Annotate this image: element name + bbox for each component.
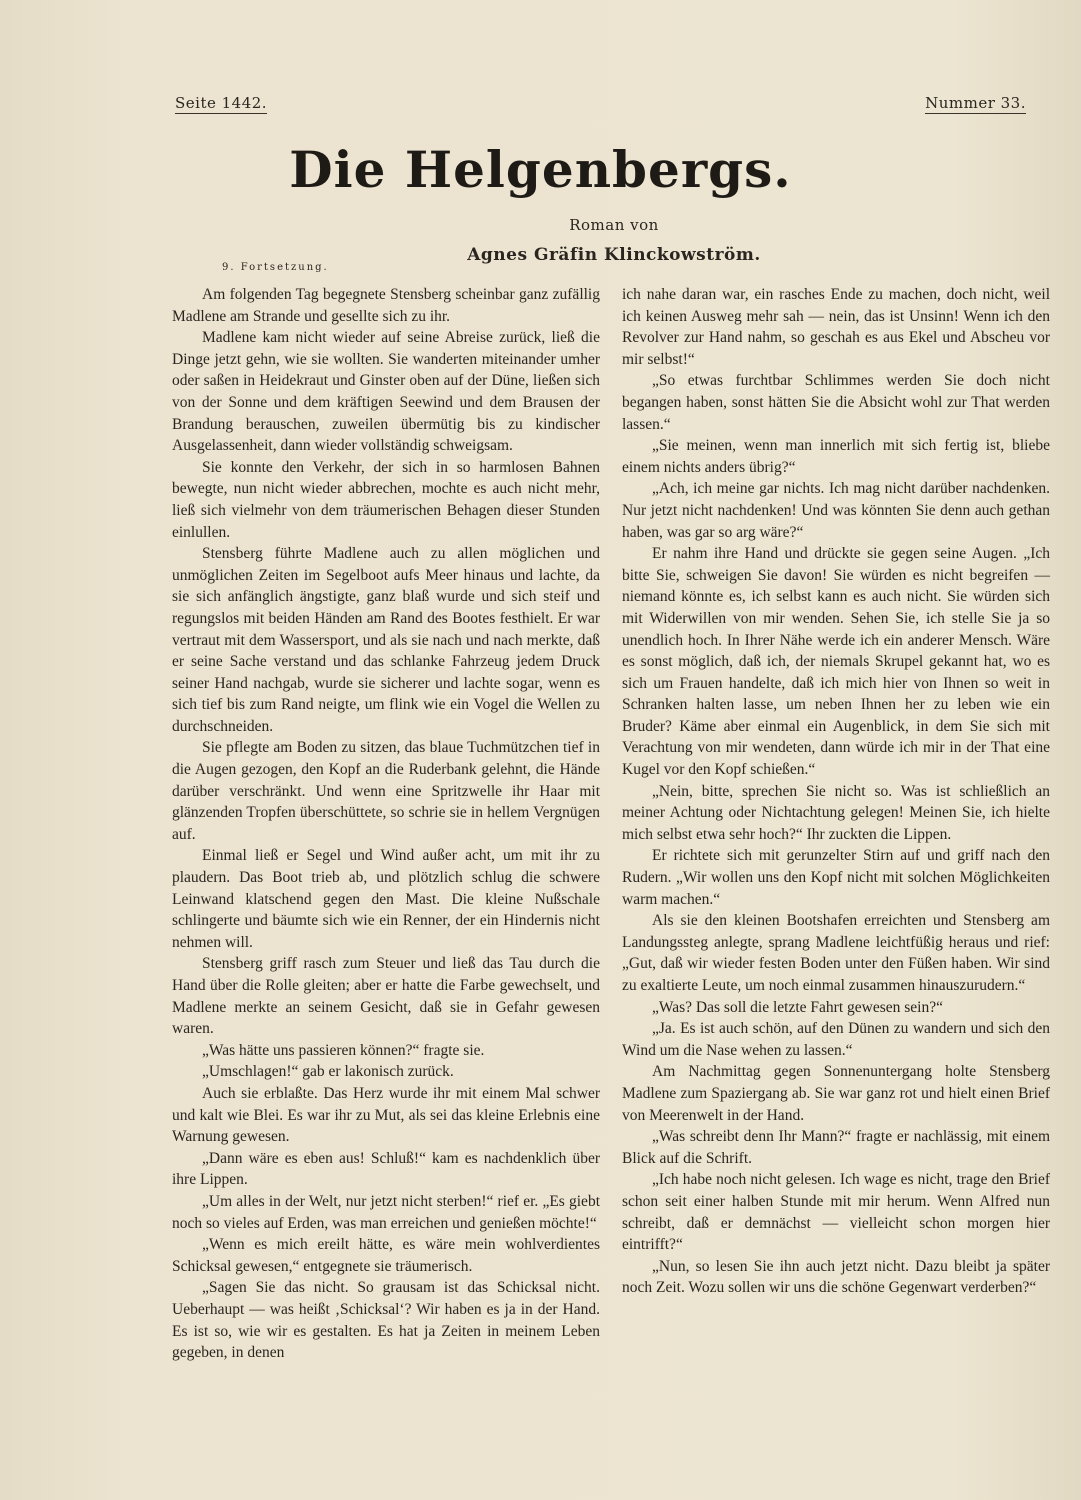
paragraph: „Sagen Sie das nicht. So grausam ist das Schicksal nicht. Ueberhaupt — was heißt ‚Schicksal‘? Wir haben es ja in der Hand. Es ist so, wie wir es gestalten. Es hat ja Zeiten in meinem Leben gegeben, in denen <box>172 1279 600 1362</box>
installment-label: 9. Fortsetzung. <box>222 262 329 273</box>
paragraph: Sie pflegte am Boden zu sitzen, das blaue Tuchmützchen tief in die Augen gezogen, den Kopf an die Ruderbank gelehnt, die Hände darüber verschränkt. Und wenn eine Spritzwelle ihr Haar mit glänzenden Tropfen überschüttete, so schrie sie in hellem Vergnügen auf. <box>172 739 600 843</box>
paragraph: „Nein, bitte, sprechen Sie nicht so. Was ist schließlich an meiner Achtung oder Nichtachtung gelegen! Meinen Sie, ich hielte mich selbst etwa sehr hoch?“ Ihr zuckten die Lippen. <box>622 782 1050 843</box>
paragraph: Auch sie erblaßte. Das Herz wurde ihr mit einem Mal schwer und kalt wie Blei. Es war ihr zu Mut, als sei das kleine Erlebnis eine Warnung gewesen. <box>172 1084 600 1146</box>
paragraph: Einmal ließ er Segel und Wind außer acht, um mit ihr zu plaudern. Das Boot trieb ab, und plötzlich schlug die schwere Leinwand klatschend gegen den Mast. Die kleine Nußschale schlingerte und bäumte sich wie ein Renner, der ein Hindernis nicht nehmen will. <box>172 847 600 951</box>
text-column-right <box>622 284 1050 1299</box>
paragraph: Sie konnte den Verkehr, der sich in so harmlosen Bahnen bewegte, nun nicht wieder abbrechen, mochte es auch nicht mehr, ließ sich vielmehr von dem träumerischen Behagen dieser Stunden einlullen. <box>172 458 600 541</box>
text-column-left <box>172 284 600 1364</box>
byline-genre: Roman von <box>569 216 659 234</box>
paragraph: Er nahm ihre Hand und drückte sie gegen seine Augen. „Ich bitte Sie, schweigen Sie davon! Sie würden es nicht begreifen — niemand könnte es, ich selbst kann es auch nicht. Sie würden sich mit Widerwillen von mir wenden. Sehen Sie, ich stelle Sie ja so unendlich hoch. In Ihrer Nähe werde ich ein anderer Mensch. Wäre es sonst möglich, daß ich, der niemals Skrupel gekannt hat, wo es sich um Frauen handelte, daß ich mich hier von Ihnen so weit in Schranken halten lasse, um neben Ihnen her zu leben wie ein Bruder? Käme aber einmal ein Augenblick, in dem Sie sich mit Verachtung von mir wendeten, dann würde ich mir in der That eine Kugel vor den Kopf schießen.“ <box>622 545 1050 779</box>
paragraph: „Ja. Es ist auch schön, auf den Dünen zu wandern und sich den Wind um die Nase wehen zu lassen.“ <box>622 1020 1050 1059</box>
paragraph: Am folgenden Tag begegnete Stensberg scheinbar ganz zufällig Madlene am Strande und gesellte sich zu ihr. <box>172 286 600 325</box>
paragraph: „Sie meinen, wenn man innerlich mit sich fertig ist, bliebe einem nichts anders übrig?“ <box>622 437 1050 476</box>
paragraph: „Ich habe noch nicht gelesen. Ich wage es nicht, trage den Brief schon seit einer halben Stunde mit mir herum. Wenn Alfred nun schreibt, daß er demnächst — vielleicht schon morgen hier eintrifft?“ <box>622 1171 1050 1254</box>
paragraph: Stensberg griff rasch zum Steuer und ließ das Tau durch die Hand über die Rolle gleiten; aber er hatte die Farbe gewechselt, und Madlene merkte an seinem Gesicht, daß sie in Gefahr gewesen waren. <box>172 955 600 1038</box>
paragraph: Als sie den kleinen Bootshafen erreichten und Stensberg am Landungssteg anlegte, sprang Madlene leichtfüßig heraus und rief: „Gut, daß wir wieder festen Boden unter den Füßen haben. Wir sind zu exaltierte Leute, um noch einmal zusammen hinauszurudern.“ <box>622 912 1050 994</box>
paragraph: „Nun, so lesen Sie ihn auch jetzt nicht. Dazu bleibt ja später noch Zeit. Wozu sollen wir uns die schöne Gegenwart verderben?“ <box>622 1257 1050 1297</box>
page-number: Seite 1442. <box>175 94 268 112</box>
article-title: Die Helgenbergs. <box>289 140 792 199</box>
paragraph: Stensberg führte Madlene auch zu allen möglichen und unmöglichen Zeiten im Segelboot aufs Meer hinaus und lachte, da sie sich anfänglich ängstigte, ganz blaß wurde und sich steif und regungslos mit beiden Händen am Rand des Bootes festhielt. Er war vertraut mit dem Wassersport, und als sie nach und nach merkte, daß er seine Sache verstand und das schlanke Fahrzeug jedem Druck seiner Hand nachgab, wurde sie sicherer und lachte sogar, wenn es sich tief bis zum Rand neigte, um flink wie ein Vogel die Wellen zu durchschneiden. <box>172 545 600 735</box>
page-header <box>175 94 1056 122</box>
paragraph: „Umschlagen!“ gab er lakonisch zurück. <box>202 1063 454 1081</box>
paragraph: „Was hätte uns passieren können?“ fragte sie. <box>202 1041 485 1059</box>
paragraph: „Wenn es mich ereilt hätte, es wäre mein wohlverdientes Schicksal gewesen,“ entgegnete sie träumerisch. <box>172 1236 600 1275</box>
paragraph: Madlene kam nicht wieder auf seine Abreise zurück, ließ die Dinge jetzt gehn, wie sie wollten. Sie wanderten miteinander umher oder saßen in Heidekraut und Ginster oben auf der Düne, ließen sich von der Sonne und dem kräftigen Seewind und dem Brausen der Brandung berauschen, zuweilen übermütig bis zu kindischer Ausgelassenheit, dann wieder vollständig schweigsam. <box>172 329 600 455</box>
paragraph: „Dann wäre es eben aus! Schluß!“ kam es nachdenklich über ihre Lippen. <box>172 1149 600 1189</box>
issue-number: Nummer 33. <box>925 94 1026 112</box>
paragraph: „So etwas furchtbar Schlimmes werden Sie doch nicht begangen haben, sonst hätten Sie die Absicht wohl zur That werden lassen.“ <box>622 372 1050 433</box>
paragraph: „Ach, ich meine gar nichts. Ich mag nicht darüber nachdenken. Nur jetzt nicht nachdenken! Und was könnten Sie denn auch gethan haben, was gar so arg wäre?“ <box>622 480 1050 541</box>
paragraph: ich nahe daran war, ein rasches Ende zu machen, doch nicht, weil ich keinen Ausweg mehr sah — nein, das ist Unsinn! Wenn ich den Revolver zur Hand nahm, so geschah es aus Ekel und Abscheu vor mir selbst!“ <box>622 286 1050 368</box>
paragraph: „Um alles in der Welt, nur jetzt nicht sterben!“ rief er. „Es giebt noch so vieles auf Erden, was man erreichen und genießen möchte!“ <box>172 1192 600 1232</box>
byline-author: Agnes Gräfin Klinckowström. <box>467 245 761 265</box>
paragraph: „Was schreibt denn Ihr Mann?“ fragte er nachlässig, mit einem Blick auf die Schrift. <box>622 1128 1050 1167</box>
paragraph: „Was? Das soll die letzte Fahrt gewesen sein?“ <box>652 998 943 1016</box>
paragraph: Er richtete sich mit gerunzelter Stirn auf und griff nach den Rudern. „Wir wollen uns den Kopf nicht mit solchen Möglichkeiten warm machen.“ <box>622 847 1050 908</box>
paragraph: Am Nachmittag gegen Sonnenuntergang holte Stensberg Madlene zum Spaziergang ab. Sie war ganz rot und hielt einen Brief von Meerenwelt in der Hand. <box>622 1063 1050 1124</box>
